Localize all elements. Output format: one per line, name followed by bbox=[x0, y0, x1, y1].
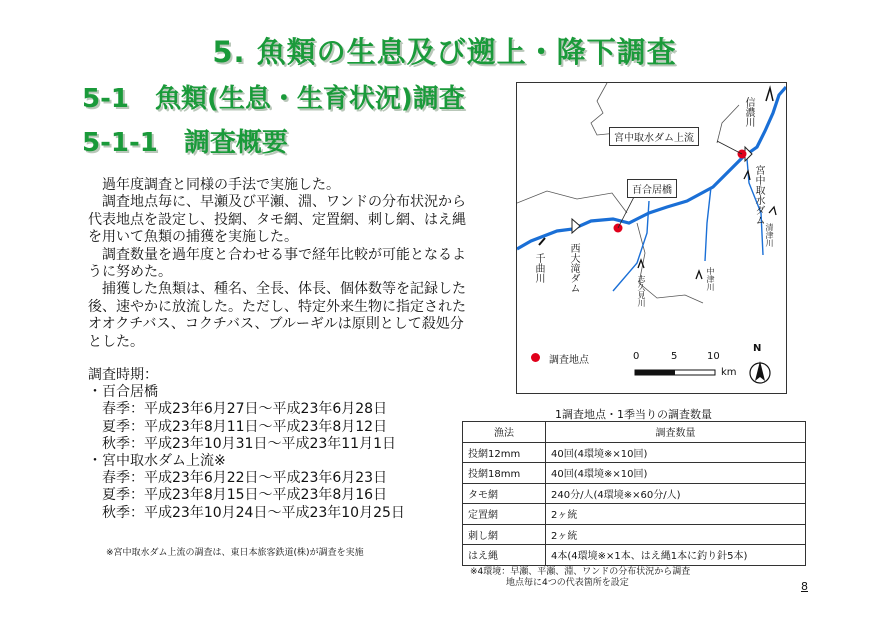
table-cell: 2ヶ統 bbox=[546, 524, 806, 545]
survey-period-heading: 調査時期： bbox=[88, 367, 158, 383]
survey-period bbox=[88, 367, 405, 522]
table-note-line: 地点毎に4つの代表箇所を設定 bbox=[470, 578, 629, 588]
survey-quantity-table bbox=[462, 421, 806, 566]
table-cell: 40回(4環境※×10回) bbox=[546, 442, 806, 463]
paragraph: 過年度調査と同様の手法で実施した。 bbox=[88, 177, 340, 193]
flow-arrow-icon bbox=[769, 207, 776, 215]
flow-arrow-icon bbox=[744, 171, 750, 180]
table-row bbox=[463, 545, 806, 566]
flow-arrow-icon bbox=[766, 88, 773, 101]
survey-map bbox=[516, 82, 787, 394]
table-row bbox=[463, 442, 806, 463]
survey-date: 夏季：平成23年8月15日～平成23年8月16日 bbox=[102, 487, 388, 504]
river-label-shinano: 信濃川 bbox=[743, 97, 754, 127]
table-cell: 240分/人(4環境※×60分/人) bbox=[546, 483, 806, 504]
table-cell: 2ヶ統 bbox=[546, 504, 806, 525]
section-heading: 5-1 魚類(生息・生育状況)調査 bbox=[82, 84, 465, 114]
river-label-chikuma: 千曲川 bbox=[533, 253, 544, 283]
boundary-line bbox=[517, 191, 627, 213]
table-cell: 刺し網 bbox=[463, 524, 546, 545]
label-yuriibashi: 百合居橋 bbox=[627, 179, 677, 198]
table-caption: 1調査地点・1季当りの調査数量 bbox=[555, 408, 712, 421]
table-cell: 投網12mm bbox=[463, 442, 546, 463]
river-label-kiyotsu: 清津川 bbox=[765, 223, 774, 247]
boundary-line bbox=[717, 105, 739, 143]
scale-unit: km bbox=[721, 367, 737, 378]
river-label-nakatsu: 中津川 bbox=[706, 267, 715, 291]
table-row bbox=[463, 504, 806, 525]
table-header-row bbox=[463, 422, 806, 443]
legend-marker bbox=[531, 353, 540, 362]
table-cell: はえ縄 bbox=[463, 545, 546, 566]
subsection-heading: 5-1-1 調査概要 bbox=[82, 128, 288, 158]
column-header: 調査数量 bbox=[546, 422, 806, 443]
scale-tick-label: 10 bbox=[707, 351, 720, 362]
site-name: ・宮中取水ダム上流※ bbox=[88, 453, 226, 470]
label-miyanaka-upstream: 宮中取水ダム上流 bbox=[609, 127, 699, 146]
table-cell: 定置網 bbox=[463, 504, 546, 525]
survey-date: 秋季：平成23年10月24日～平成23年10月25日 bbox=[102, 504, 405, 521]
table-row bbox=[463, 483, 806, 504]
leader-line bbox=[717, 141, 742, 154]
table-cell: 投網18mm bbox=[463, 463, 546, 484]
legend-label: 調査地点 bbox=[549, 355, 589, 366]
tributary-nakatsu bbox=[705, 187, 711, 261]
river-label-shakumi: 志久見川 bbox=[637, 275, 646, 307]
dam-label-miyanaka: 宮中取水ダム bbox=[753, 165, 764, 225]
table-cell: タモ網 bbox=[463, 483, 546, 504]
survey-date: 春季：平成23年6月27日～平成23年6月28日 bbox=[102, 401, 388, 418]
survey-date: 秋季：平成23年10月31日～平成23年11月1日 bbox=[102, 435, 396, 452]
paragraph: 調査地点毎に、早瀬及び平瀬、淵、ワンドの分布状況から代表地点を設定し、投網、タモ網、定置網、刺し網、はえ縄を用いて魚類の捕獲を実施した。 bbox=[88, 194, 466, 246]
table-note-line: ※4環境：早瀬、平瀬、淵、ワンドの分布状況から調査 bbox=[470, 567, 691, 577]
table-row bbox=[463, 463, 806, 484]
dam-label-nishiotaki: 西大滝ダム bbox=[568, 243, 579, 293]
column-header: 漁法 bbox=[463, 422, 546, 443]
paragraph: 調査数量を過年度と合わせる事で経年比較が可能となるように努めた。 bbox=[88, 246, 466, 281]
flow-arrow-icon bbox=[696, 271, 702, 279]
scale-tick-label: 0 bbox=[633, 351, 640, 362]
table-note bbox=[470, 567, 690, 589]
survey-date: 夏季：平成23年8月11日～平成23年8月12日 bbox=[102, 418, 388, 435]
north-label: N bbox=[753, 343, 762, 354]
table-row bbox=[463, 524, 806, 545]
dam-nishiotaki-icon bbox=[572, 219, 580, 233]
page-number: 8 bbox=[801, 580, 808, 593]
survey-date: 春季：平成23年6月22日～平成23年6月23日 bbox=[102, 470, 388, 487]
paragraph: 捕獲した魚類は、種名、全長、体長、個体数等を記録した後、速やかに放流した。ただし、特定外来生物に指定されたオオクチバス、コクチバス、ブルーギルは原則として殺処分とした。 bbox=[88, 281, 466, 350]
scale-tick-label: 5 bbox=[671, 351, 678, 362]
page-title: 5. 魚類の生息及び遡上・降下調査 bbox=[212, 35, 677, 69]
method-description bbox=[88, 177, 468, 351]
table-cell: 40回(4環境※×10回) bbox=[546, 463, 806, 484]
table-cell: 4本(4環境※×1本、はえ縄1本に釣り針5本) bbox=[546, 545, 806, 566]
footnote: ※宮中取水ダム上流の調査は、東日本旅客鉄道(株)が調査を実施 bbox=[106, 548, 364, 558]
site-name: ・百合居橋 bbox=[88, 384, 158, 401]
